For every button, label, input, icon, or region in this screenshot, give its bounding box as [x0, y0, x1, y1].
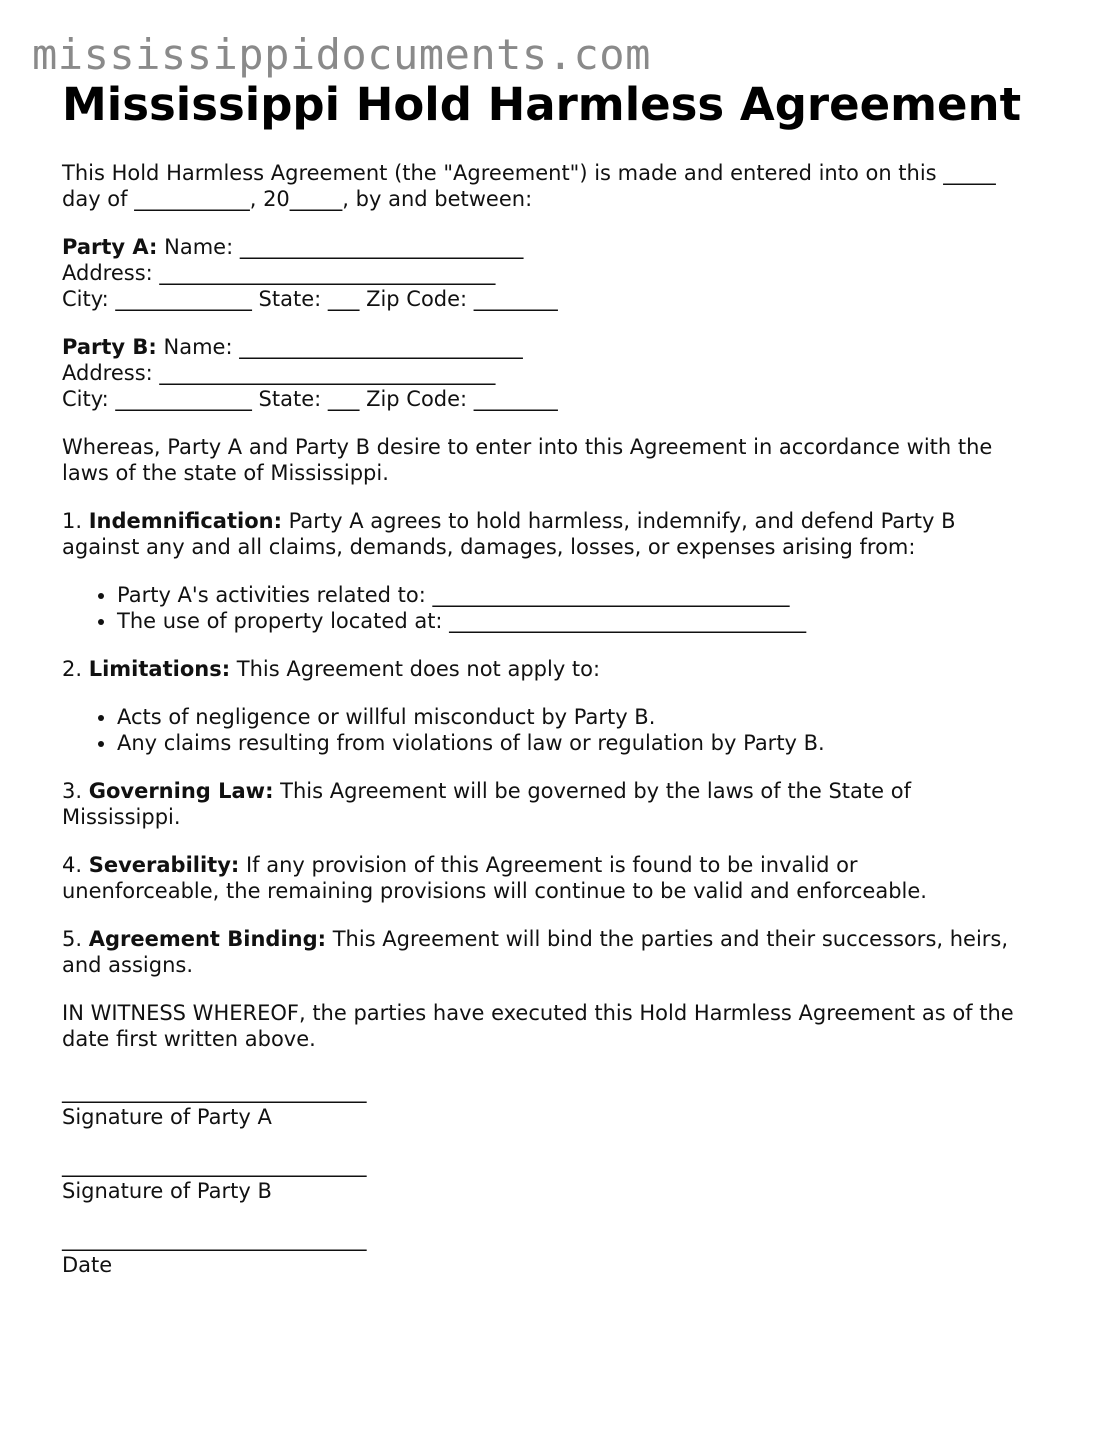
signature-party-a-label: Signature of Party A: [62, 1105, 272, 1129]
signature-party-a: [62, 1078, 1062, 1130]
witness-line-2: date first written above.: [62, 1027, 316, 1051]
limitations-list: [62, 704, 1062, 756]
section-4-line-1: [62, 852, 1062, 878]
party-b-city-field: City: _____________ State: ___ Zip Code: ________: [62, 387, 558, 411]
whereas-paragraph: [62, 434, 1062, 486]
witness-line-1: IN WITNESS WHEREOF, the parties have executed this Hold Harmless Agreement as of the: [62, 1001, 1014, 1025]
section-4-heading: Severability:: [88, 853, 240, 877]
party-b-block: [62, 334, 1062, 412]
party-b-address-field: Address: ________________________________: [62, 361, 496, 385]
section-2-text: This Agreement does not apply to:: [230, 657, 601, 681]
section-4-line-2: unenforceable, the remaining provisions will continue to be valid and enforceable.: [62, 879, 927, 903]
section-limitations: [62, 656, 1062, 682]
intro-line-2: day of ___________, 20_____, by and between:: [62, 187, 533, 211]
party-a-block: [62, 234, 1062, 312]
section-2-line-1: [62, 656, 1062, 682]
section-2-heading: Limitations:: [88, 657, 231, 681]
intro-paragraph: [62, 160, 1062, 212]
section-5-number: 5.: [62, 927, 89, 951]
section-3-heading: Governing Law:: [88, 779, 274, 803]
party-a-name-row: [62, 234, 1062, 260]
signature-line: _____________________________: [62, 1153, 367, 1177]
list-item: • Any claims resulting from violations of law or regulation by Party B.: [117, 730, 1062, 756]
signature-party-b: [62, 1152, 1062, 1204]
section-1-heading: Indemnification:: [88, 509, 282, 533]
section-5-text: This Agreement will bind the parties and their successors, heirs,: [326, 927, 1009, 951]
agreement-body: [62, 160, 1062, 1300]
section-severability: [62, 852, 1062, 904]
party-b-label: Party B:: [62, 335, 157, 359]
section-3-text: This Agreement will be governed by the laws of the State of: [273, 779, 911, 803]
list-item: • The use of property located at: __________________________________: [117, 608, 1062, 634]
party-a-city-field: City: _____________ State: ___ Zip Code: ________: [62, 287, 558, 311]
signature-block: [62, 1078, 1062, 1278]
whereas-line-1: Whereas, Party A and Party B desire to enter into this Agreement in accordance with the: [62, 435, 993, 459]
section-3-line-1: [62, 778, 1062, 804]
party-a-address-field: Address: ________________________________: [62, 261, 496, 285]
party-b-name-row: [62, 334, 1062, 360]
section-2-number: 2.: [62, 657, 89, 681]
section-5-heading: Agreement Binding:: [88, 927, 327, 951]
section-4-text: If any provision of this Agreement is found to be invalid or: [239, 853, 858, 877]
intro-line-1: This Hold Harmless Agreement (the "Agreement") is made and entered into on this _____: [62, 161, 996, 185]
section-1-text: Party A agrees to hold harmless, indemnify, and defend Party B: [281, 509, 956, 533]
list-item: • Acts of negligence or willful misconduct by Party B.: [117, 704, 1062, 730]
party-b-name-field: Name: ___________________________: [156, 335, 523, 359]
section-5-line-1: [62, 926, 1062, 952]
section-governing-law: [62, 778, 1062, 830]
section-5-line-2: and assigns.: [62, 953, 194, 977]
section-1-number: 1.: [62, 509, 89, 533]
signature-line: _____________________________: [62, 1227, 367, 1251]
section-4-number: 4.: [62, 853, 89, 877]
document-title: Mississippi Hold Harmless Agreement: [62, 78, 1022, 131]
section-3-number: 3.: [62, 779, 89, 803]
indemnification-list: [62, 582, 1062, 634]
party-a-label: Party A:: [62, 235, 158, 259]
witness-paragraph: [62, 1000, 1062, 1052]
list-item: • Party A's activities related to: __________________________________: [117, 582, 1062, 608]
site-watermark: mississippidocuments.com: [32, 30, 651, 79]
section-3-line-2: Mississippi.: [62, 805, 181, 829]
party-a-name-field: Name: ___________________________: [157, 235, 524, 259]
signature-line: _____________________________: [62, 1079, 367, 1103]
section-agreement-binding: [62, 926, 1062, 978]
signature-party-b-label: Signature of Party B: [62, 1179, 272, 1203]
whereas-line-2: laws of the state of Mississippi.: [62, 461, 389, 485]
section-1-line-2: against any and all claims, demands, damages, losses, or expenses arising from:: [62, 535, 916, 559]
signature-date: [62, 1226, 1062, 1278]
section-1-line-1: [62, 508, 1062, 534]
date-label: Date: [62, 1253, 113, 1277]
section-indemnification: [62, 508, 1062, 560]
